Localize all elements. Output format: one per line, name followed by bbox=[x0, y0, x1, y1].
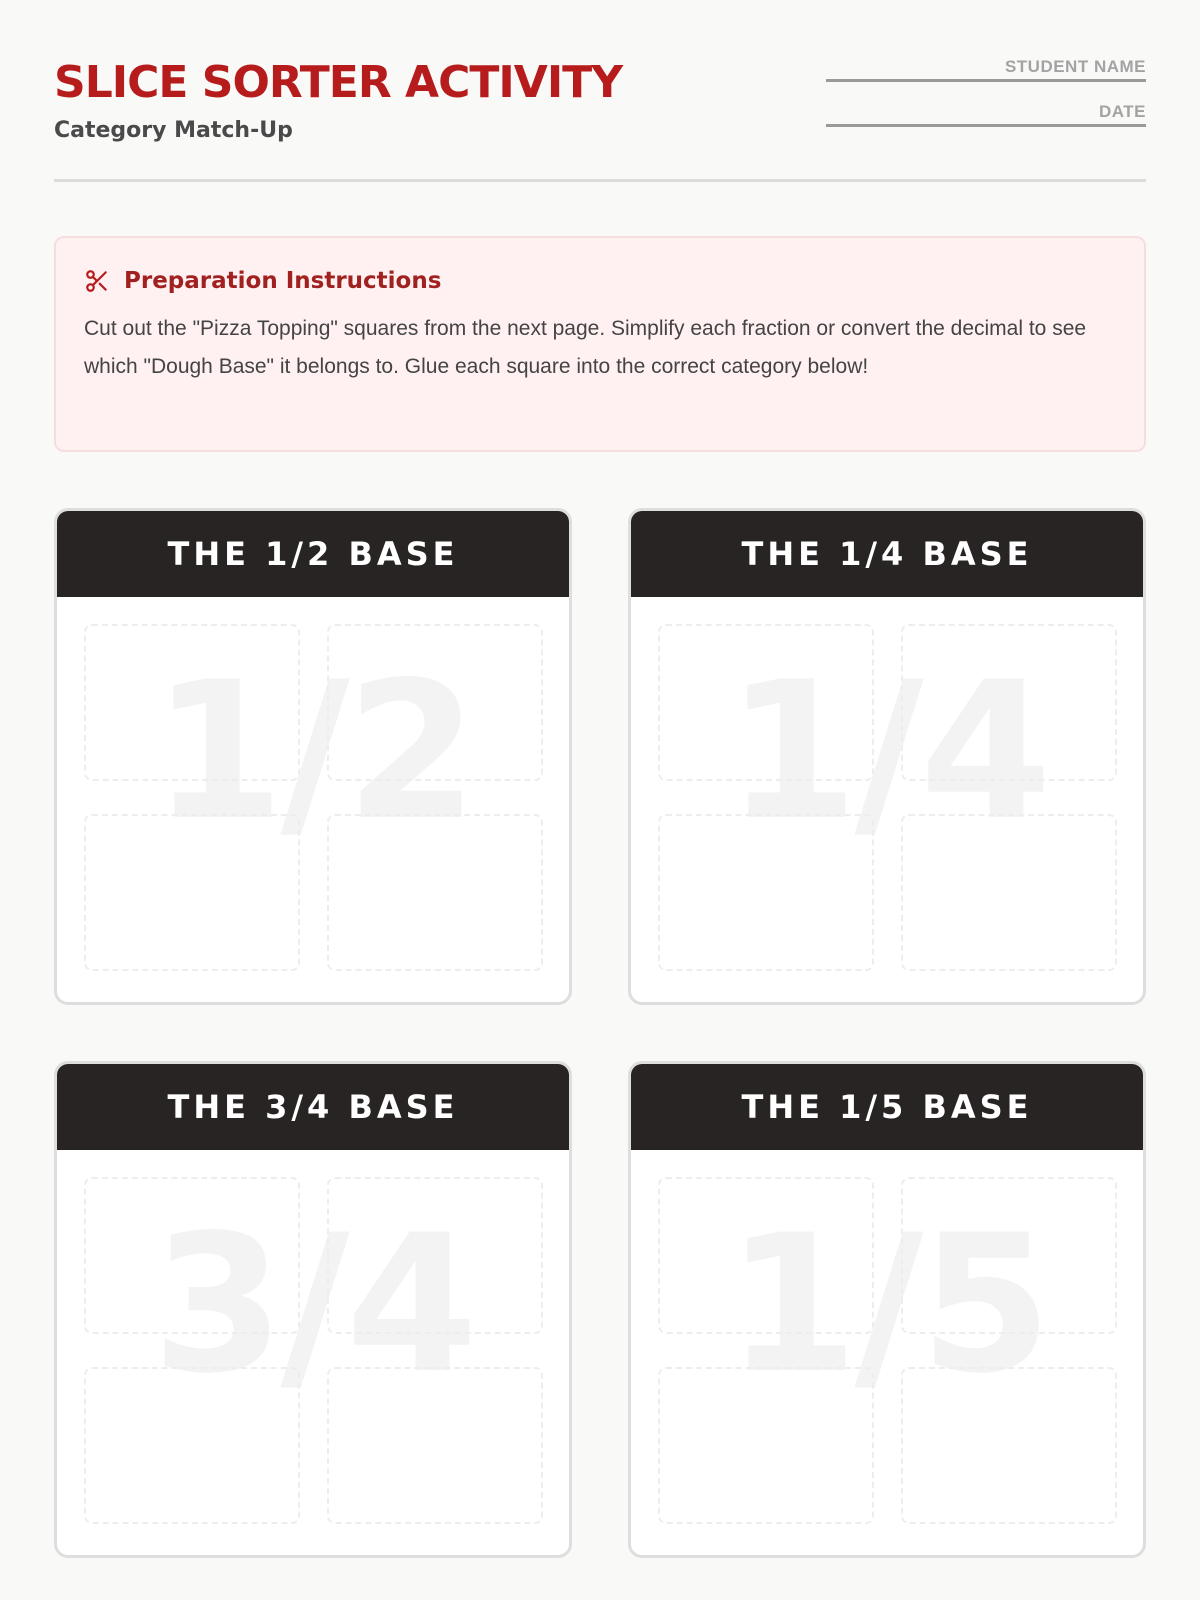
base-watermark: 1/2 bbox=[152, 641, 474, 862]
base-card-quarter bbox=[628, 508, 1146, 1005]
page-title: SLICE SORTER ACTIVITY bbox=[54, 57, 623, 108]
page-subtitle: Category Match-Up bbox=[54, 118, 293, 143]
base-header: THE 1/4 BASE bbox=[631, 511, 1143, 597]
glue-slot[interactable] bbox=[658, 1177, 874, 1334]
instructions-title: Preparation Instructions bbox=[124, 268, 442, 294]
base-header: THE 3/4 BASE bbox=[57, 1064, 569, 1150]
glue-slot[interactable] bbox=[658, 1367, 874, 1524]
instructions-text: Cut out the "Pizza Topping" squares from the next page. Simplify each fraction or convert the decimal to see which "Dough Base" it belongs to. Glue each square into the correct category below! bbox=[84, 317, 1087, 378]
glue-slot[interactable] bbox=[84, 624, 300, 781]
base-header: THE 1/5 BASE bbox=[631, 1064, 1143, 1150]
glue-slot[interactable] bbox=[84, 1367, 300, 1524]
glue-slot[interactable] bbox=[658, 814, 874, 971]
glue-slot[interactable] bbox=[901, 624, 1117, 781]
glue-slot[interactable] bbox=[327, 1177, 543, 1334]
glue-slot[interactable] bbox=[901, 814, 1117, 971]
instructions-box bbox=[54, 236, 1146, 452]
glue-slot[interactable] bbox=[658, 624, 874, 781]
base-body bbox=[631, 1150, 1143, 1555]
title-block bbox=[54, 54, 622, 143]
scissors-icon bbox=[84, 268, 110, 294]
base-card-three-quarter bbox=[54, 1061, 572, 1558]
glue-slots bbox=[658, 1177, 1117, 1524]
base-card-fifth bbox=[628, 1061, 1146, 1558]
glue-slot[interactable] bbox=[901, 1177, 1117, 1334]
glue-slots bbox=[658, 624, 1117, 971]
base-body bbox=[57, 1150, 569, 1555]
glue-slot[interactable] bbox=[84, 1177, 300, 1334]
date-field[interactable]: DATE bbox=[826, 101, 1146, 127]
base-watermark: 3/4 bbox=[152, 1194, 474, 1415]
glue-slot[interactable] bbox=[84, 814, 300, 971]
glue-slot[interactable] bbox=[901, 1367, 1117, 1524]
bases-grid bbox=[54, 508, 1146, 1558]
base-body bbox=[631, 597, 1143, 1002]
worksheet-header bbox=[54, 54, 1146, 182]
glue-slots bbox=[84, 1177, 543, 1524]
glue-slot[interactable] bbox=[327, 814, 543, 971]
base-watermark: 1/4 bbox=[726, 641, 1048, 862]
base-body bbox=[57, 597, 569, 1002]
glue-slot[interactable] bbox=[327, 1367, 543, 1524]
glue-slot[interactable] bbox=[327, 624, 543, 781]
instructions-header bbox=[84, 268, 1116, 294]
base-watermark: 1/5 bbox=[726, 1194, 1048, 1415]
base-header: THE 1/2 BASE bbox=[57, 511, 569, 597]
glue-slots bbox=[84, 624, 543, 971]
base-card-half bbox=[54, 508, 572, 1005]
student-name-field[interactable]: STUDENT NAME bbox=[826, 56, 1146, 82]
student-fields bbox=[826, 54, 1146, 146]
